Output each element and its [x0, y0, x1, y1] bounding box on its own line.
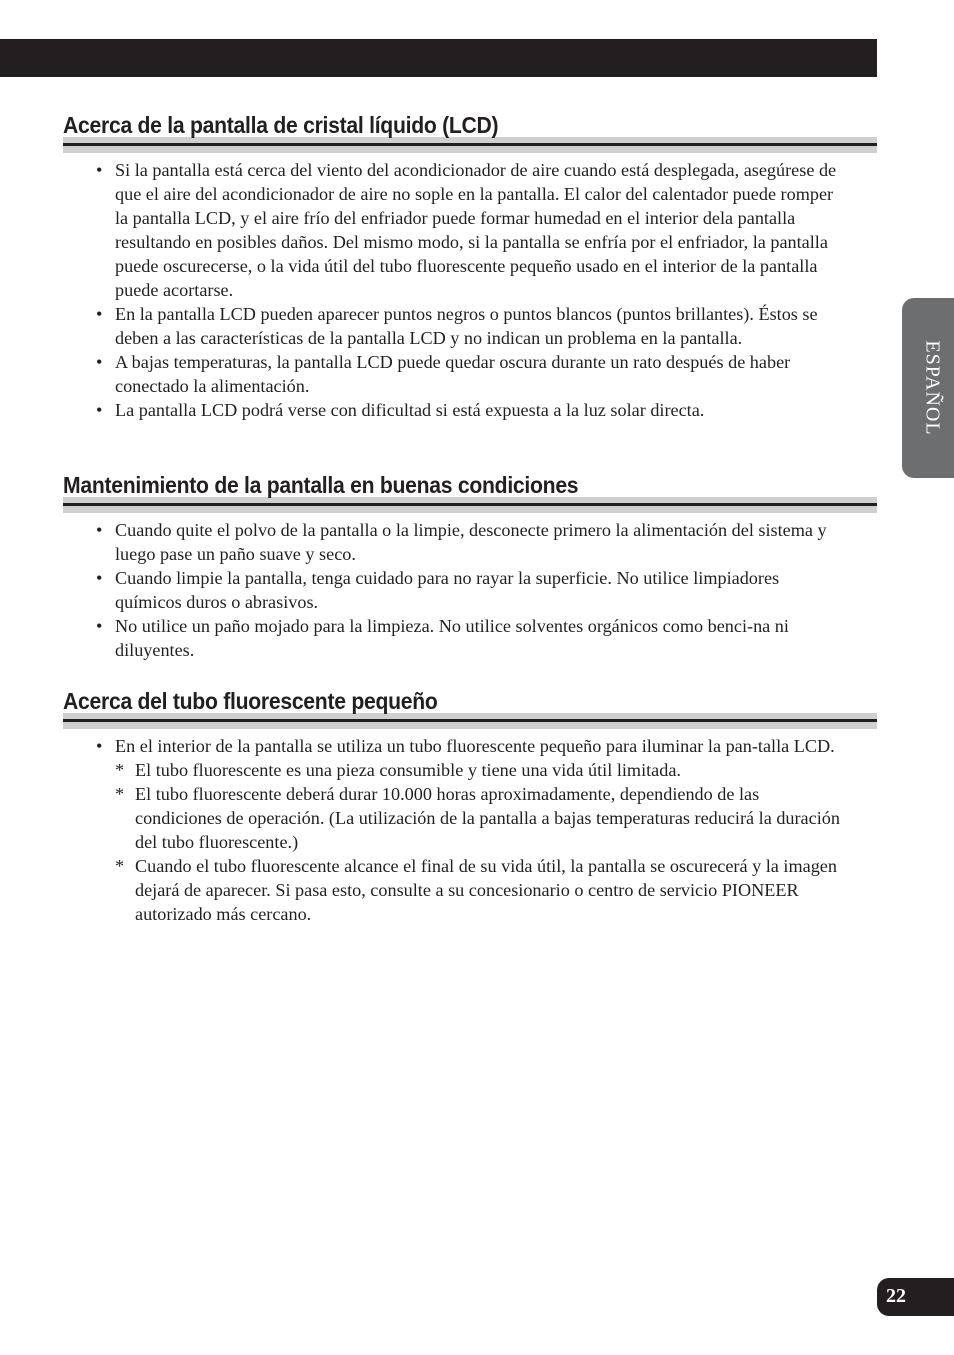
bullet-icon: •: [96, 568, 103, 588]
section-lcd: [63, 112, 877, 422]
list-item-text: En la pantalla LCD pueden aparecer puntos negros o puntos blancos (puntos brillantes). Éstos se deben a las características de la pantalla LCD y no indican un problema en la pantalla.: [115, 304, 818, 348]
note-text: El tubo fluorescente es una pieza consumible y tiene una vida útil limitada.: [135, 760, 681, 780]
list-item: [96, 566, 844, 614]
note-text: El tubo fluorescente deberá durar 10.000 horas aproximadamente, dependiendo de las condiciones de operación. (La utilización de la pantalla a bajas temperaturas reducirá la duración del tubo fluorescente.): [135, 784, 840, 852]
list-item-text: Cuando quite el polvo de la pantalla o la limpie, desconecte primero la alimentación del sistema y luego pase un paño suave y seco.: [115, 520, 827, 564]
page-number-badge: [877, 1278, 954, 1316]
asterisk-icon: *: [115, 856, 125, 876]
note-item: [115, 758, 844, 782]
language-tab-label: ESPAÑOL: [921, 340, 944, 436]
bullet-list: [96, 518, 844, 662]
list-item: [96, 158, 844, 302]
note-list: [115, 758, 844, 926]
note-item: [115, 782, 844, 854]
note-text: Cuando el tubo fluorescente alcance el final de su vida útil, la pantalla se oscurecerá y la imagen dejará de aparecer. Si pasa esto, consulte a su concesionario o centro de servicio PIONEER autorizado más cercano.: [135, 856, 837, 924]
bullet-list: [96, 158, 844, 422]
asterisk-icon: *: [115, 784, 125, 804]
header-rule: [63, 503, 877, 506]
list-item: [96, 350, 844, 398]
section-title: Acerca del tubo fluorescente pequeño: [63, 688, 438, 714]
bullet-icon: •: [96, 400, 103, 420]
list-item: [96, 302, 844, 350]
bullet-icon: •: [96, 352, 103, 372]
section-title: Acerca de la pantalla de cristal líquido (LCD): [63, 112, 499, 138]
list-item: [96, 734, 844, 926]
section-header: [63, 112, 877, 155]
section-fluorescent-tube: [63, 688, 877, 926]
bullet-icon: •: [96, 616, 103, 636]
list-item-text: Cuando limpie la pantalla, tenga cuidado para no rayar la superficie. No utilice limpiadores químicos duros o abrasivos.: [115, 568, 780, 612]
list-item: [96, 614, 844, 662]
header-rule: [63, 719, 877, 722]
language-tab: [902, 298, 954, 478]
asterisk-icon: *: [115, 760, 125, 780]
section-maintenance: [63, 472, 877, 662]
note-item: [115, 854, 844, 926]
list-item: [96, 398, 844, 422]
section-header: [63, 688, 877, 731]
bullet-icon: •: [96, 520, 103, 540]
section-header: [63, 472, 877, 515]
list-item-text: La pantalla LCD podrá verse con dificultad si está expuesta a la luz solar directa.: [115, 400, 705, 420]
bullet-list: [96, 734, 844, 926]
header-bar: [0, 39, 877, 77]
bullet-icon: •: [96, 160, 103, 180]
list-item-text: En el interior de la pantalla se utiliza un tubo fluorescente pequeño para iluminar la pan-talla LCD.: [115, 736, 835, 756]
list-item: [96, 518, 844, 566]
list-item-text: No utilice un paño mojado para la limpieza. No utilice solventes orgánicos como benci-na ni diluyentes.: [115, 616, 789, 660]
bullet-icon: •: [96, 736, 103, 756]
header-rule: [63, 143, 877, 146]
bullet-icon: •: [96, 304, 103, 324]
list-item-text: Si la pantalla está cerca del viento del acondicionador de aire cuando está desplegada, asegúrese de que el aire del acondicionador de aire no sople en la pantalla. El calor del calentador puede romper la pantalla LCD, y el aire frío del enfriador puede formar humedad en el interior dela pantalla resultando en posibles daños. Del mismo modo, si la pantalla se enfría por el enfriador, la pantalla puede oscurecerse, o la vida útil del tubo fluorescente pequeño usado en el interior de la pantalla puede acortarse.: [115, 160, 837, 300]
list-item-text: A bajas temperaturas, la pantalla LCD puede quedar oscura durante un rato después de haber conectado la alimentación.: [115, 352, 791, 396]
page-number: 22: [886, 1285, 906, 1307]
section-title: Mantenimiento de la pantalla en buenas condiciones: [63, 472, 579, 498]
